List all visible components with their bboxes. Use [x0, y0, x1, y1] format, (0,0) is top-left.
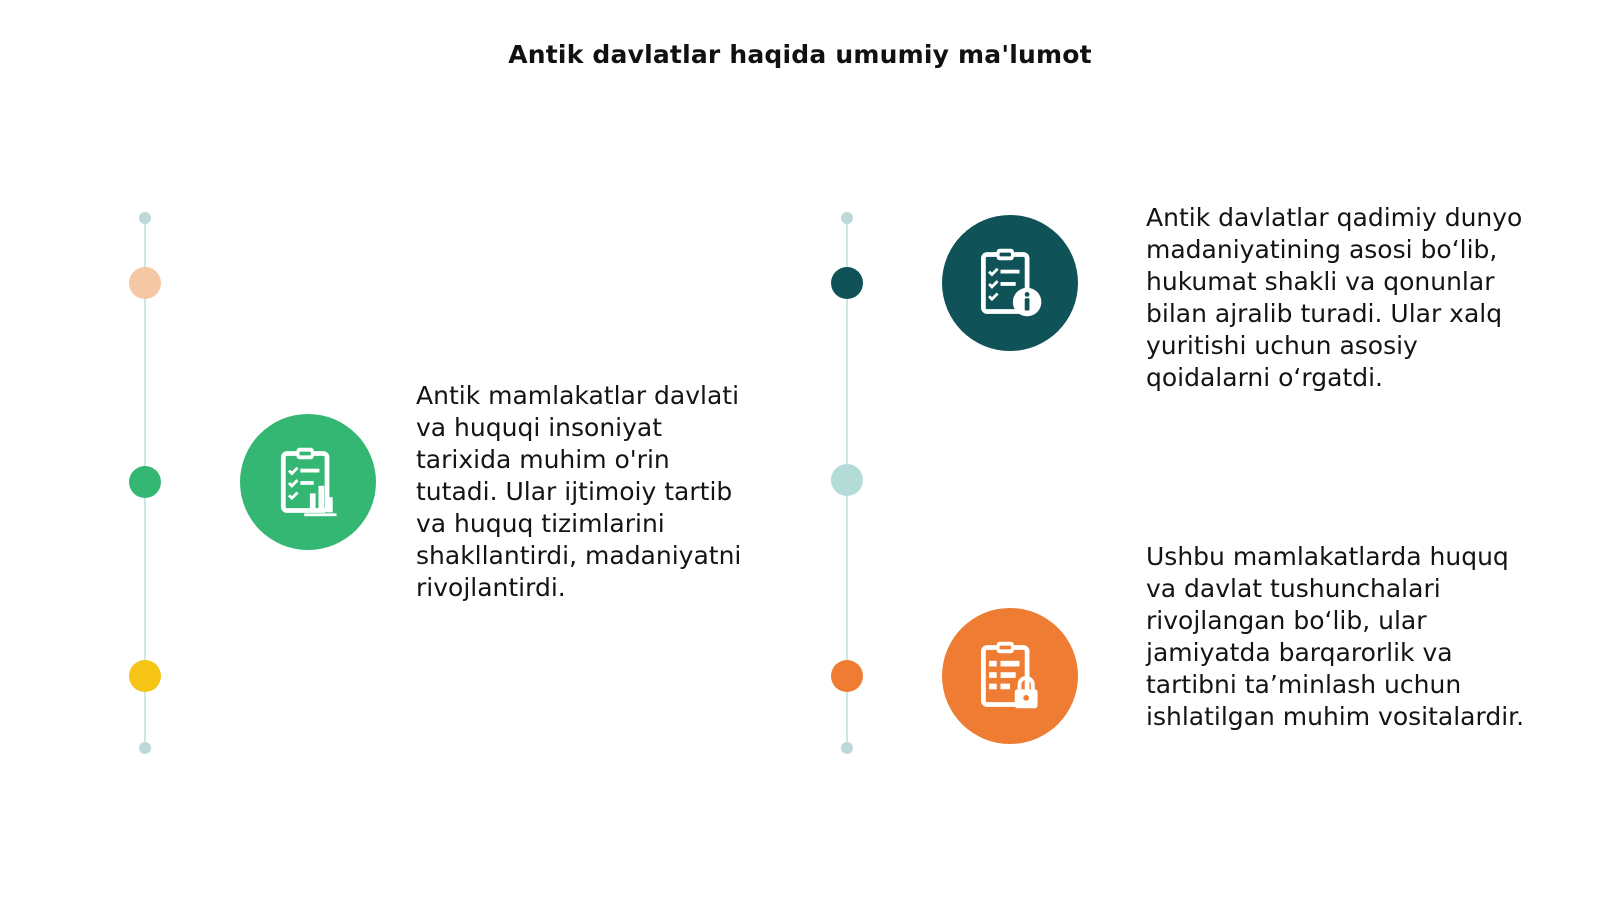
right-timeline-light-teal-dot [831, 464, 863, 496]
clipboard-lock-circle [942, 608, 1078, 744]
clipboard-lock-icon [972, 638, 1048, 714]
clipboard-chart-circle [240, 414, 376, 550]
right-timeline-end-dot [841, 742, 853, 754]
right-timeline-start-dot [841, 212, 853, 224]
right-timeline-teal-dot [831, 267, 863, 299]
left-timeline-green-dot [129, 466, 161, 498]
clipboard-info-icon [972, 245, 1048, 321]
left-timeline-start-dot [139, 212, 151, 224]
left-timeline-end-dot [139, 742, 151, 754]
page-title: Antik davlatlar haqida umumiy ma'lumot [508, 40, 1092, 69]
right-timeline-orange-dot [831, 660, 863, 692]
left-timeline-yellow-dot [129, 660, 161, 692]
block-text-1: Antik mamlakatlar davlati va huquqi insoniyat tarixida muhim o'rin tutadi. Ular ijtimoiy tartib va huquq tizimlarini shakllantirdi, madaniyatni rivojlantirdi. [416, 381, 742, 602]
block-text-2: Antik davlatlar qadimiy dunyo madaniyatining asosi bo‘lib, hukumat shakli va qonunlar bilan ajralib turadi. Ular xalq yuritishi uchun asosiy qoidalarni o‘rgatdi. [1146, 203, 1523, 392]
clipboard-info-circle [942, 215, 1078, 351]
clipboard-chart-icon [270, 444, 346, 520]
left-timeline-peach-dot [129, 267, 161, 299]
block-text-3: Ushbu mamlakatlarda huquq va davlat tushunchalari rivojlangan bo‘lib, ular jamiyatda barqarorlik va tartibni ta’minlash uchun ishlatilgan muhim vositalardir. [1146, 542, 1525, 731]
